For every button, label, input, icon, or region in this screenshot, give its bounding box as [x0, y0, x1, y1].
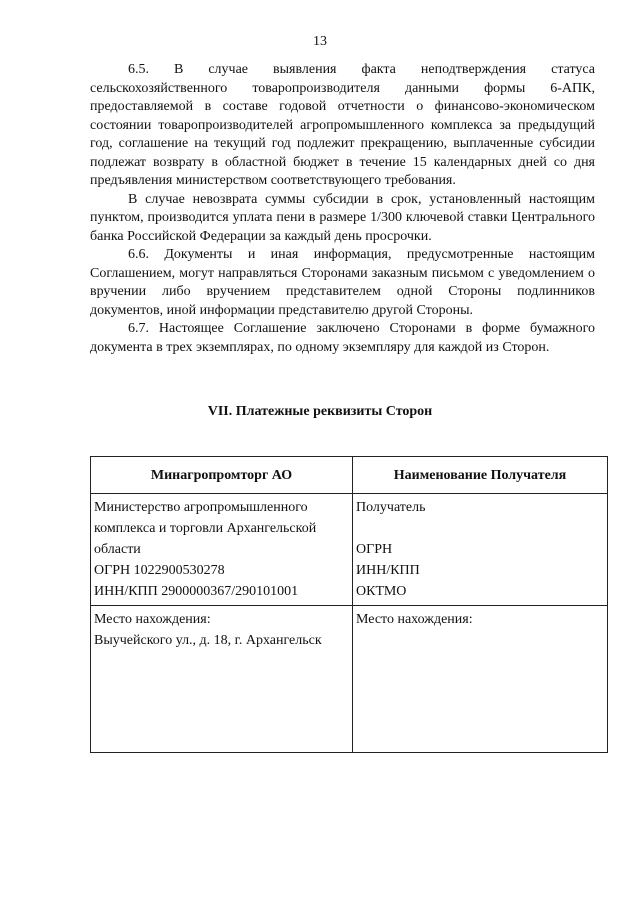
- ministry-location-label: Место нахождения:: [94, 612, 211, 627]
- paragraph-6-5: 6.5. В случае выявления факта неподтверждения статуса сельскохозяйственного товаропроизводителя данными формы 6-АПК, предоставляемой в составе годовой отчетности о финансово-экономическом состоянии товаропроизводителей агропромышленного комплекса за предыдущий год, соглашение на текущий год подлежит прекращению, выплаченные субсидии подлежат возврату в областной бюджет в течение 15 календарных дней со дня предъявления министерством соответствующего требования.: [90, 62, 595, 188]
- ministry-name-line2: комплекса и торговли Архангельской: [94, 521, 317, 536]
- payment-details-table: [90, 456, 608, 753]
- ministry-ogrn: ОГРН 1022900530278: [94, 563, 225, 578]
- document-body: [90, 61, 595, 357]
- recipient-name: Получатель: [356, 500, 426, 515]
- paragraph-6-6: 6.6. Документы и иная информация, предусмотренные настоящим Соглашением, могут направляться Сторонами заказным письмом с уведомлением о вручении либо вручением представителем одной Стороны подлинников документов, иной информации представителю другой Стороны.: [90, 247, 595, 318]
- ministry-inn-kpp: ИНН/КПП 2900000367/290101001: [94, 584, 299, 599]
- paragraph-6-7: 6.7. Настоящее Соглашение заключено Сторонами в форме бумажного документа в трех экземплярах, по одному экземпляру для каждой из Сторон.: [90, 321, 595, 355]
- table-row-location: [91, 606, 608, 753]
- recipient-spacer: [356, 518, 604, 539]
- page-number: 13: [313, 34, 327, 49]
- ministry-location-cell: [91, 606, 353, 753]
- recipient-location-cell: [353, 606, 608, 753]
- section-title: VII. Платежные реквизиты Сторон: [207, 404, 433, 419]
- header-recipient: Наименование Получателя: [353, 457, 608, 494]
- paragraph-6-5-penalty: В случае невозврата суммы субсидии в срок, установленный настоящим пунктом, производится уплата пени в размере 1/300 ключевой ставки Центрального банка Российской Федерации за каждый день просрочки.: [90, 191, 595, 244]
- header-ministry: Минагропромторг АО: [91, 457, 353, 494]
- ministry-requisites-cell: [91, 494, 353, 606]
- table-header-row: [91, 457, 608, 494]
- recipient-inn-kpp: ИНН/КПП: [356, 563, 420, 578]
- ministry-name-line3: области: [94, 542, 141, 557]
- recipient-oktmo: ОКТМО: [356, 584, 407, 599]
- recipient-requisites-cell: [353, 494, 608, 606]
- table-row-requisites: [91, 494, 608, 606]
- ministry-name-line1: Министерство агропромышленного: [94, 500, 308, 515]
- ministry-address: Выучейского ул., д. 18, г. Архангельск: [94, 633, 322, 648]
- recipient-ogrn: ОГРН: [356, 542, 393, 557]
- recipient-location-label: Место нахождения:: [356, 612, 473, 627]
